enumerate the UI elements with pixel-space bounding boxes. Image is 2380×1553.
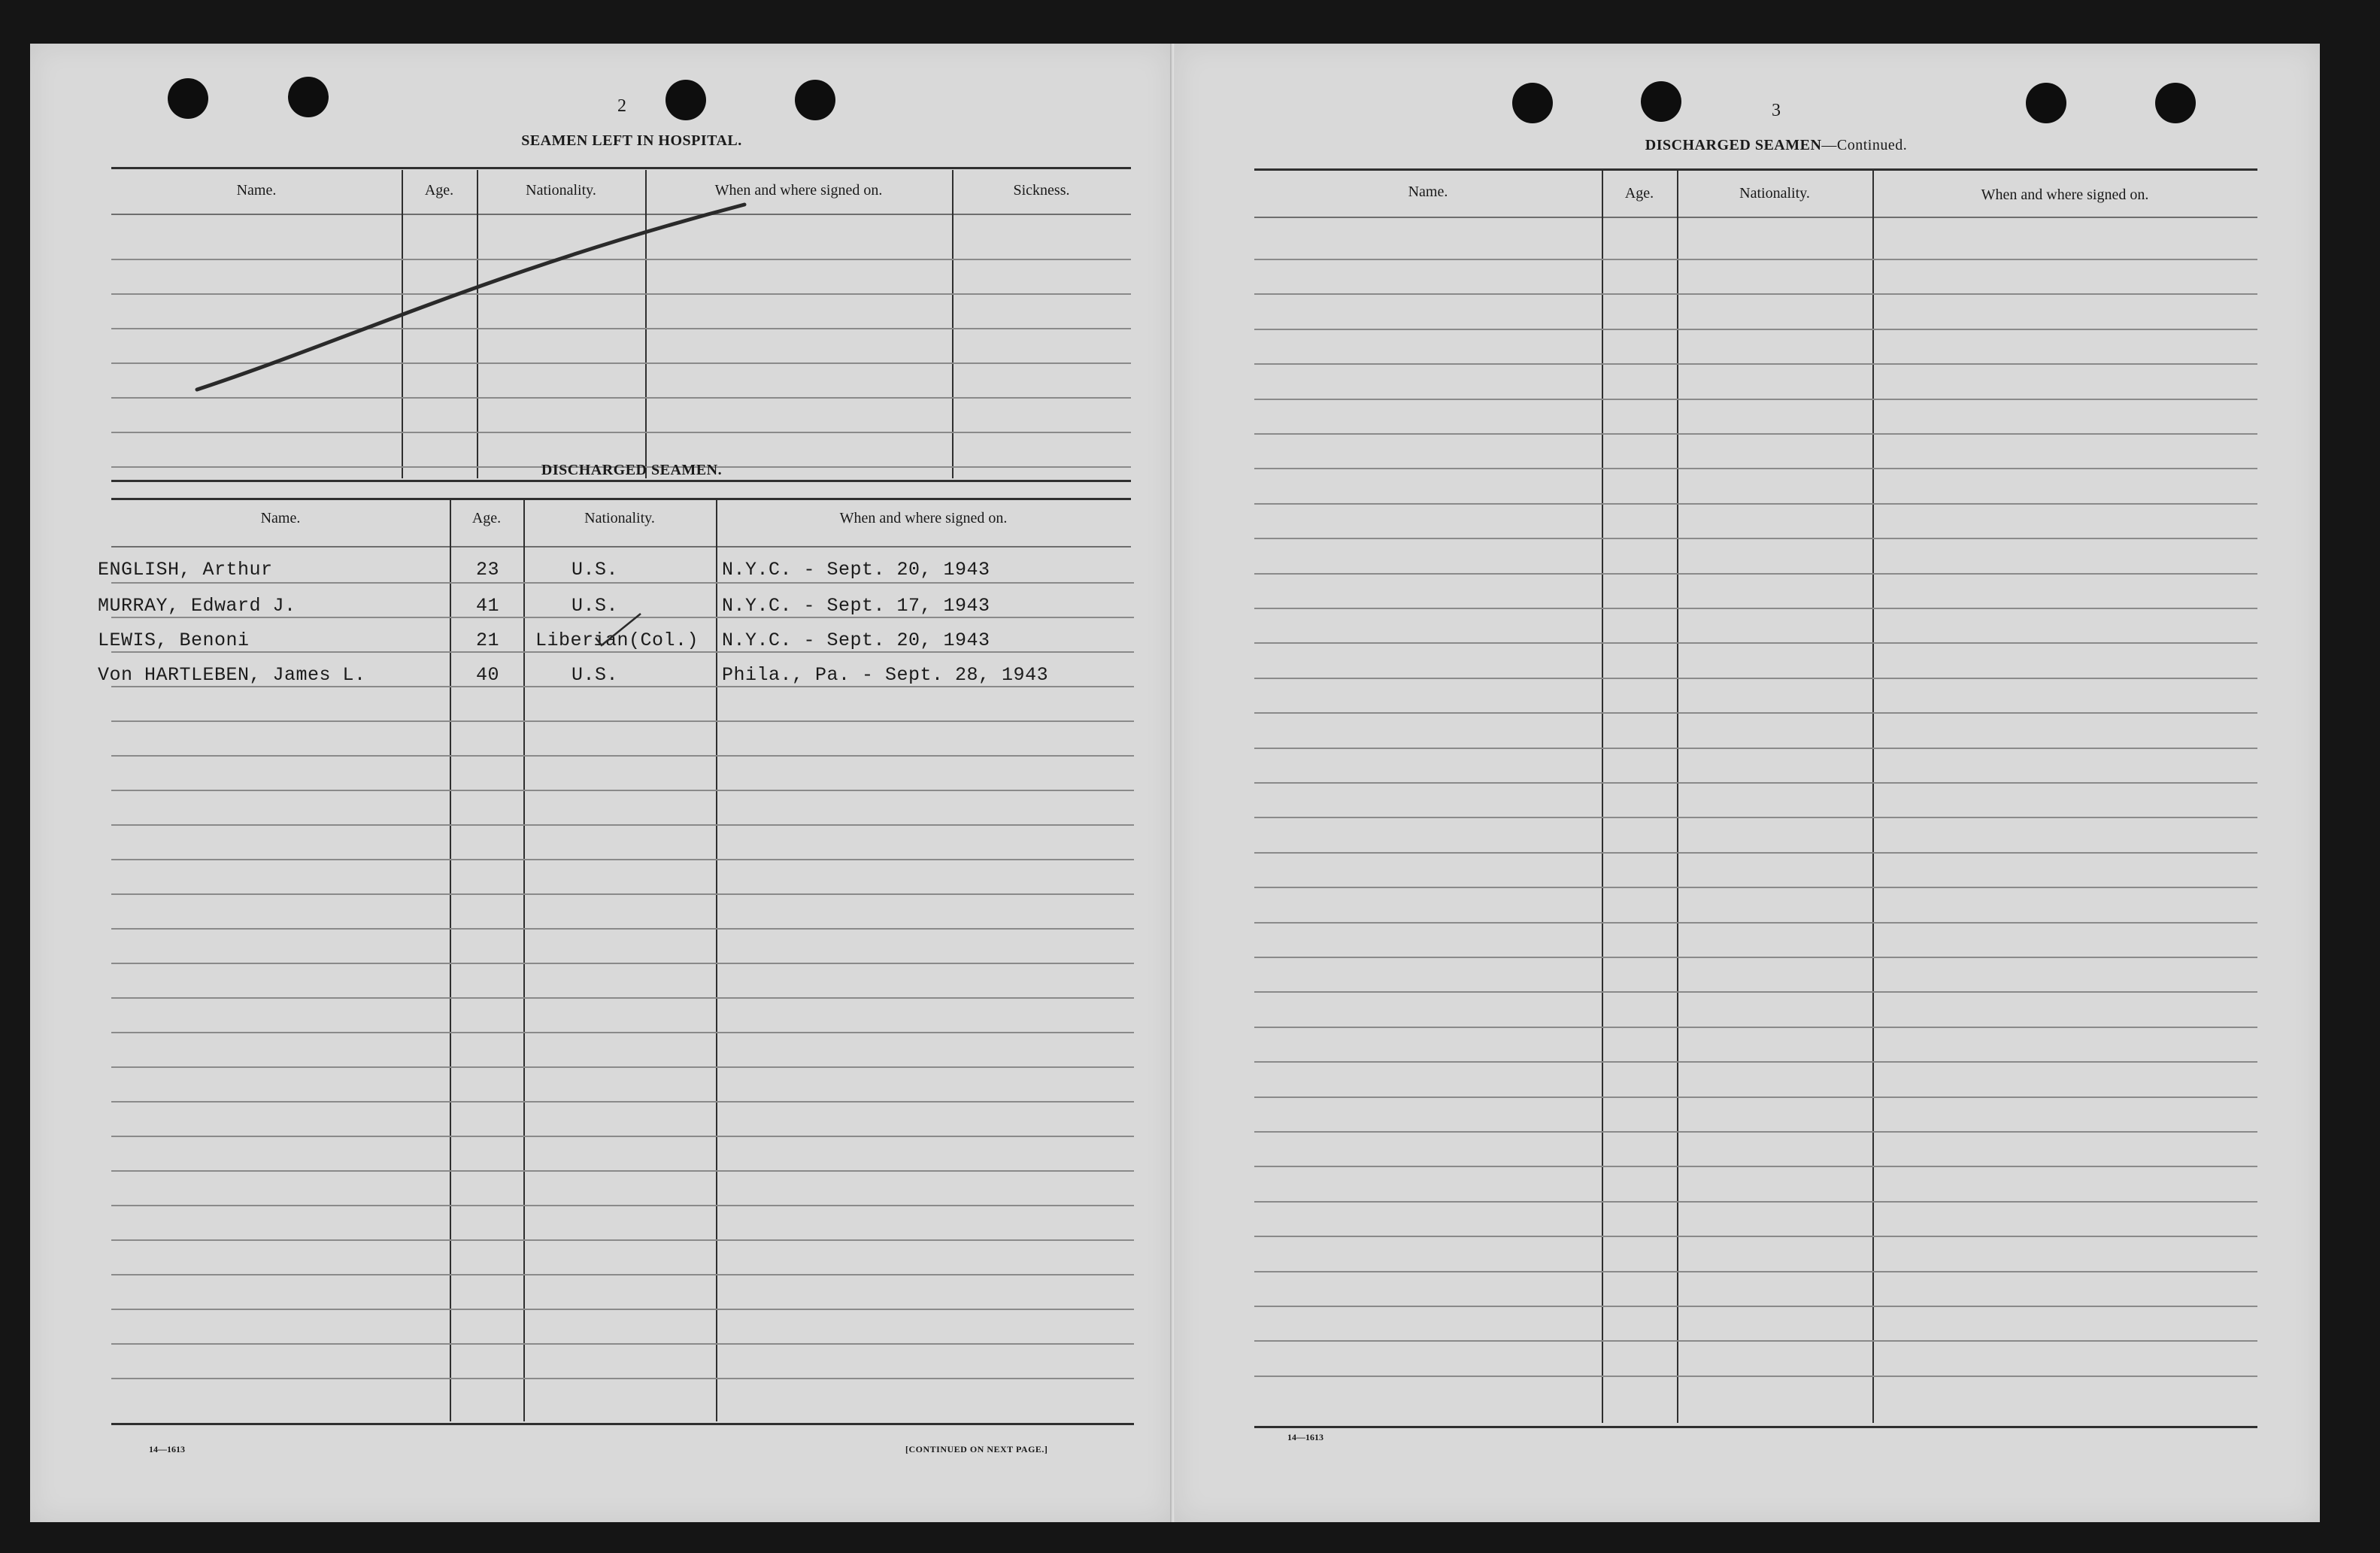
discharged-col-age: Age.: [471, 510, 502, 526]
ruled-line: [1254, 748, 2257, 749]
ruled-line: [1254, 363, 2257, 365]
ruled-line: [1254, 1201, 2257, 1203]
ruled-line: [111, 928, 1134, 930]
page-number: 2: [617, 96, 626, 116]
ruled-line: [111, 997, 1134, 999]
row-3-age: 21: [476, 629, 500, 651]
discharged-col-signed-on: When and where signed on.: [839, 510, 1008, 526]
ruled-line: [1254, 1061, 2257, 1063]
check-mark: [30, 44, 1172, 720]
ruled-line: [1254, 608, 2257, 609]
ruled-line: [1254, 1340, 2257, 1342]
ruled-line: [111, 755, 1134, 757]
ruled-line: [1254, 399, 2257, 400]
ruled-line: [111, 1066, 1134, 1068]
ruled-line: [111, 1136, 1134, 1137]
ruled-line: [111, 859, 1134, 860]
row-2-nationality: U.S.: [572, 595, 619, 617]
form-number: 14—1613: [149, 1444, 185, 1454]
punch-hole: [1641, 81, 1681, 122]
ruled-line: [1254, 293, 2257, 295]
title-suffix: —Continued.: [1821, 137, 1908, 153]
ruled-line: [111, 720, 1134, 722]
ruled-line: [1254, 922, 2257, 924]
row-3-signed-on: N.Y.C. - Sept. 20, 1943: [722, 629, 990, 651]
ruled-line: [1254, 468, 2257, 469]
hospital-section-title: SEAMEN LEFT IN HOSPITAL.: [521, 132, 742, 149]
ruled-line: [111, 1274, 1134, 1275]
ruled-line: [111, 1205, 1134, 1206]
ruled-line: [1254, 1027, 2257, 1028]
row-1-name: ENGLISH, Arthur: [98, 559, 273, 581]
ruled-line: [1254, 1306, 2257, 1307]
ruled-line: [111, 1101, 1134, 1103]
ruled-line: [1254, 538, 2257, 539]
row-2-signed-on: N.Y.C. - Sept. 17, 1943: [722, 595, 990, 617]
ruled-line: [1254, 678, 2257, 679]
row-4-nationality: U.S.: [572, 664, 619, 686]
ruled-line: [111, 790, 1134, 791]
punch-hole: [1512, 83, 1553, 123]
row-4-name: Von HARTLEBEN, James L.: [98, 664, 366, 686]
row-4-signed-on: Phila., Pa. - Sept. 28, 1943: [722, 664, 1049, 686]
ruled-line: [1254, 329, 2257, 330]
continued-col-name: Name.: [1408, 184, 1448, 200]
ruled-line: [111, 1239, 1134, 1241]
ruled-line: [1254, 259, 2257, 260]
ruled-line: [111, 893, 1134, 895]
ruled-line: [1254, 957, 2257, 958]
ruled-line: [111, 1378, 1134, 1379]
form-number: 14—1613: [1287, 1432, 1323, 1442]
ruled-line: [1254, 991, 2257, 993]
hospital-col-nationality: Nationality.: [526, 182, 596, 199]
ruled-line: [1254, 1376, 2257, 1377]
ruled-line: [1254, 887, 2257, 888]
continued-col-signed-on: When and where signed on.: [1981, 187, 2149, 203]
row-3-name: LEWIS, Benoni: [98, 629, 250, 651]
ruled-line: [1254, 852, 2257, 854]
hospital-col-sickness: Sickness.: [1013, 182, 1070, 199]
discharged-col-name: Name.: [260, 510, 301, 526]
ruled-line: [1254, 433, 2257, 435]
row-2-name: MURRAY, Edward J.: [98, 595, 296, 617]
ruled-line: [1254, 1097, 2257, 1098]
hospital-col-signed-on: When and where signed on.: [714, 182, 883, 199]
continued-col-nationality: Nationality.: [1739, 185, 1810, 202]
continued-col-age: Age.: [1624, 185, 1654, 202]
title-main: DISCHARGED SEAMEN: [1645, 137, 1822, 153]
ruled-line: [1254, 1166, 2257, 1167]
hospital-col-age: Age.: [424, 182, 454, 199]
continued-note: [CONTINUED ON NEXT PAGE.]: [905, 1444, 1048, 1454]
row-1-age: 23: [476, 559, 500, 581]
ruled-line: [1254, 503, 2257, 505]
discharged-section-title: DISCHARGED SEAMEN.: [541, 462, 723, 478]
ruled-line: [111, 1309, 1134, 1310]
row-2-age: 41: [476, 595, 500, 617]
punch-hole: [2026, 83, 2066, 123]
discharged-col-nationality: Nationality.: [584, 510, 655, 526]
ruled-line: [1254, 642, 2257, 644]
ruled-line: [1254, 712, 2257, 714]
row-1-nationality: U.S.: [572, 559, 619, 581]
ruled-line: [1254, 1236, 2257, 1237]
left-page: [30, 44, 1172, 1522]
punch-hole: [2155, 83, 2196, 123]
ruled-line: [111, 1343, 1134, 1345]
ruled-line: [111, 963, 1134, 964]
row-1-signed-on: N.Y.C. - Sept. 20, 1943: [722, 559, 990, 581]
ruled-line: [111, 1170, 1134, 1172]
ruled-line: [1254, 817, 2257, 818]
discharged-continued-title: [1490, 137, 2062, 154]
ruled-line: [1254, 1271, 2257, 1272]
ruled-line: [1254, 1131, 2257, 1133]
ruled-line: [111, 824, 1134, 826]
ruled-line: [1254, 573, 2257, 575]
row-3-nationality: Liberian(Col.): [535, 629, 699, 651]
right-page: [1175, 44, 2320, 1522]
hospital-col-name: Name.: [236, 182, 277, 199]
ruled-line: [111, 1032, 1134, 1033]
page-number: 3: [1772, 101, 1781, 120]
row-4-age: 40: [476, 664, 500, 686]
ruled-line: [1254, 782, 2257, 784]
